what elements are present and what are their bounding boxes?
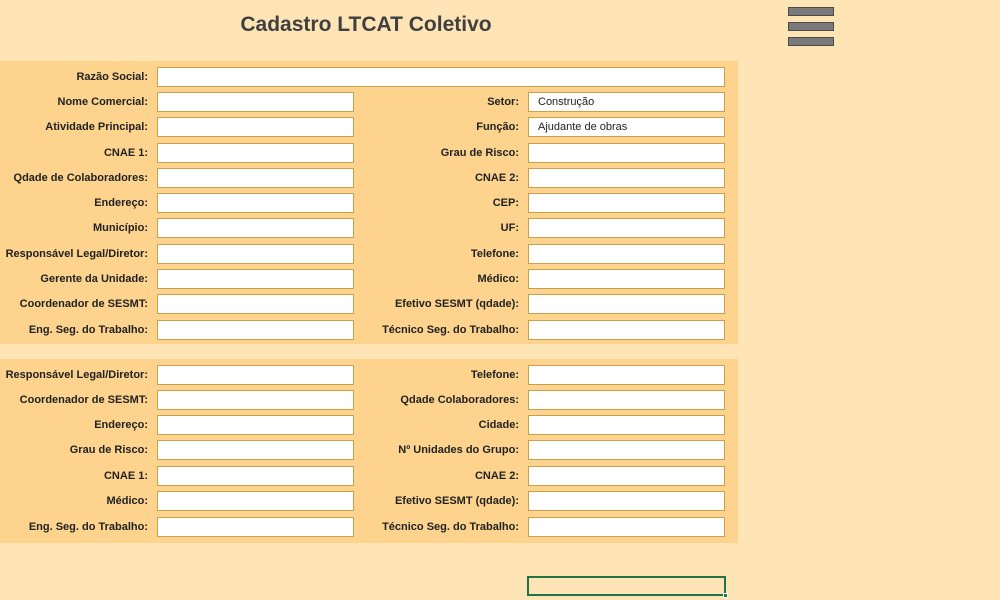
menu-bar-top (788, 7, 834, 16)
grupo-tecnico-seg-trabalho-field[interactable] (528, 517, 725, 537)
nome-comercial-field[interactable] (157, 92, 354, 112)
eng-seg-trabalho-field[interactable] (157, 320, 354, 340)
atividade-principal-field[interactable] (157, 117, 354, 137)
selected-cell[interactable] (527, 576, 726, 596)
efetivo-sesmt-field[interactable] (528, 294, 725, 314)
grupo-eng-seg-trabalho-label: Eng. Seg. do Trabalho: (28, 521, 148, 533)
funcao-field[interactable] (528, 117, 725, 137)
grupo-cidade-label: Cidade: (478, 419, 519, 431)
cnae1-label: CNAE 1: (103, 147, 148, 159)
menu-bar-bottom (788, 37, 834, 46)
page-title: Cadastro LTCAT Coletivo (240, 13, 492, 36)
grupo-grau-risco-label: Grau de Risco: (69, 444, 148, 456)
grupo-efetivo-sesmt-label: Efetivo SESMT (qdade): (394, 495, 519, 507)
medico-field[interactable] (528, 269, 725, 289)
grupo-cnae2-field[interactable] (528, 466, 725, 486)
coordenador-sesmt-label: Coordenador de SESMT: (19, 298, 148, 310)
grupo-endereco-label: Endereço: (94, 419, 148, 431)
grupo-unidades-field[interactable] (528, 440, 725, 460)
gerente-unidade-label: Gerente da Unidade: (40, 273, 148, 285)
fill-handle[interactable] (723, 593, 728, 598)
grupo-qdade-colaboradores-label: Qdade Colaboradores: (400, 394, 519, 406)
telefone-label: Telefone: (470, 248, 519, 260)
gerente-unidade-field[interactable] (157, 269, 354, 289)
grau-risco-field[interactable] (528, 143, 725, 163)
municipio-field[interactable] (157, 218, 354, 238)
grupo-responsavel-legal-field[interactable] (157, 365, 354, 385)
grupo-qdade-colaboradores-field[interactable] (528, 390, 725, 410)
cnae1-field[interactable] (157, 143, 354, 163)
funcao-label: Função: (476, 121, 519, 133)
grupo-efetivo-sesmt-field[interactable] (528, 491, 725, 511)
cnae2-label: CNAE 2: (474, 172, 519, 184)
grau-risco-label: Grau de Risco: (440, 147, 519, 159)
uf-field[interactable] (528, 218, 725, 238)
responsavel-legal-field[interactable] (157, 244, 354, 264)
tecnico-seg-trabalho-field[interactable] (528, 320, 725, 340)
endereco-field[interactable] (157, 193, 354, 213)
grupo-grau-risco-field[interactable] (157, 440, 354, 460)
grupo-medico-field[interactable] (157, 491, 354, 511)
qdade-colaboradores-label: Qdade de Colaboradores: (13, 172, 148, 184)
grupo-cnae1-field[interactable] (157, 466, 354, 486)
responsavel-legal-label: Responsável Legal/Diretor: (5, 248, 148, 260)
cep-label: CEP: (492, 197, 519, 209)
grupo-cnae2-label: CNAE 2: (474, 470, 519, 482)
grupo-telefone-label: Telefone: (470, 369, 519, 381)
razao-social-field[interactable] (157, 67, 725, 87)
cnae2-field[interactable] (528, 168, 725, 188)
nome-comercial-label: Nome Comercial: (57, 96, 148, 108)
setor-label: Setor: (487, 96, 519, 108)
grupo-endereco-field[interactable] (157, 415, 354, 435)
razao-social-label: Razão Social: (76, 71, 148, 83)
atividade-principal-label: Atividade Principal: (45, 121, 148, 133)
municipio-label: Município: (93, 222, 148, 234)
grupo-unidades-label: Nº Unidades do Grupo: (398, 444, 519, 456)
grupo-medico-label: Médico: (106, 495, 148, 507)
grupo-coordenador-sesmt-field[interactable] (157, 390, 354, 410)
cep-field[interactable] (528, 193, 725, 213)
grupo-telefone-field[interactable] (528, 365, 725, 385)
grupo-tecnico-seg-trabalho-label: Técnico Seg. do Trabalho: (382, 521, 519, 533)
telefone-field[interactable] (528, 244, 725, 264)
efetivo-sesmt-label: Efetivo SESMT (qdade): (394, 298, 519, 310)
setor-field[interactable] (528, 92, 725, 112)
grupo-cidade-field[interactable] (528, 415, 725, 435)
medico-label: Médico: (477, 273, 519, 285)
uf-label: UF: (500, 222, 519, 234)
tecnico-seg-trabalho-label: Técnico Seg. do Trabalho: (382, 324, 519, 336)
qdade-colaboradores-field[interactable] (157, 168, 354, 188)
menu-bar-middle (788, 22, 834, 31)
grupo-cnae1-label: CNAE 1: (103, 470, 148, 482)
grupo-eng-seg-trabalho-field[interactable] (157, 517, 354, 537)
eng-seg-trabalho-label: Eng. Seg. do Trabalho: (28, 324, 148, 336)
grupo-coordenador-sesmt-label: Coordenador de SESMT: (19, 394, 148, 406)
hamburger-menu-icon[interactable] (788, 7, 834, 46)
endereco-label: Endereço: (94, 197, 148, 209)
coordenador-sesmt-field[interactable] (157, 294, 354, 314)
grupo-responsavel-legal-label: Responsável Legal/Diretor: (5, 369, 148, 381)
